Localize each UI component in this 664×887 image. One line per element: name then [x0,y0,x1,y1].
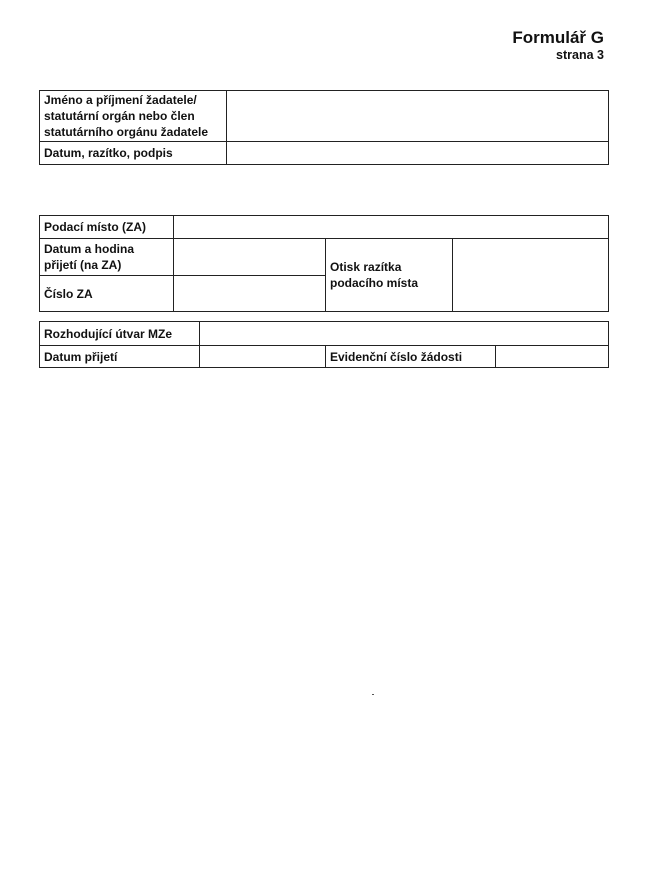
intake-datetime-label: Datum a hodina přijetí (na ZA) [40,239,174,276]
decision-unit-label: Rozhodující útvar MZe [40,322,200,346]
applicant-date-label: Datum, razítko, podpis [40,142,227,165]
intake-table [39,215,609,312]
form-title: Formulář G [512,28,604,47]
form-header [512,28,604,63]
intake-number-label: Číslo ZA [40,276,174,312]
applicant-date-row [40,142,609,165]
intake-datetime-field[interactable] [174,239,326,276]
decision-unit-row [40,322,609,346]
applicant-name-field[interactable] [227,91,609,142]
scan-speck [372,694,374,695]
applicant-date-field[interactable] [227,142,609,165]
intake-place-field[interactable] [174,216,609,239]
applicant-name-label: Jméno a příjmení žadatele/ statutární orgán nebo člen statutárního orgánu žadatele [40,91,227,142]
applicant-name-row [40,91,609,142]
intake-place-label: Podací místo (ZA) [40,216,174,239]
received-date-field[interactable] [200,346,326,368]
intake-place-row [40,216,609,239]
decision-unit-field[interactable] [200,322,609,346]
stamp-field[interactable] [453,239,609,312]
page-number: strana 3 [556,48,604,62]
received-date-label: Datum přijetí [40,346,200,368]
registry-number-field[interactable] [496,346,609,368]
intake-datetime-row [40,239,609,276]
applicant-table [39,90,609,165]
registry-number-label: Evidenční číslo žádosti [326,346,496,368]
decision-received-row [40,346,609,368]
decision-table [39,321,609,368]
stamp-label: Otisk razítka podacího místa [326,239,453,312]
intake-number-field[interactable] [174,276,326,312]
